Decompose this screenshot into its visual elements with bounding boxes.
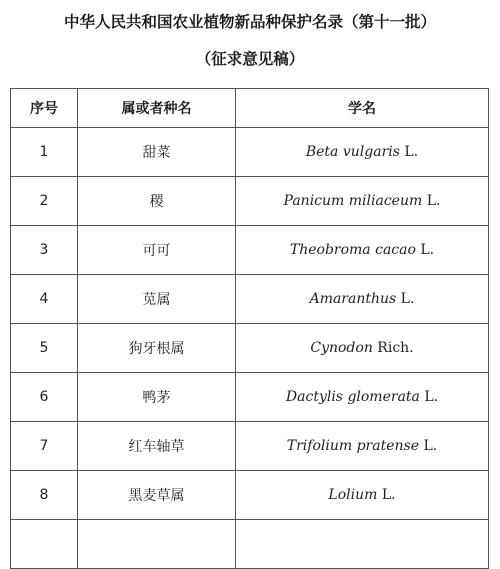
scientific-author: L.: [423, 438, 438, 454]
catalog-table: [10, 88, 489, 569]
row-number: 4: [11, 275, 78, 324]
scientific-genus: Lolium: [328, 487, 378, 503]
table-row: [11, 226, 489, 275]
scientific-genus: Theobroma cacao: [289, 242, 416, 258]
scientific-author: L.: [400, 291, 415, 307]
scientific-genus: Trifolium pratense: [286, 438, 419, 454]
header-genus-or-species: 属或者种名: [78, 89, 236, 128]
scientific-genus: Beta vulgaris: [305, 144, 400, 160]
row-scientific-name: [236, 520, 489, 569]
document-title: 中华人民共和国农业植物新品种保护名录（第十一批）: [63, 13, 436, 31]
scientific-author: Rich.: [377, 340, 414, 356]
scientific-genus: Cynodon: [310, 340, 373, 356]
scientific-author: L.: [420, 242, 435, 258]
row-name: 可可: [78, 226, 236, 275]
row-number: 6: [11, 373, 78, 422]
table-row-partial: [11, 520, 489, 569]
row-name: 鸭茅: [78, 373, 236, 422]
table-row: [11, 275, 489, 324]
scientific-author: L.: [424, 389, 439, 405]
row-number: 5: [11, 324, 78, 373]
document-subtitle: （征求意见稿）: [195, 50, 305, 68]
row-scientific-name: [236, 422, 489, 471]
header-serial-number: 序号: [11, 89, 78, 128]
row-scientific-name: [236, 177, 489, 226]
row-scientific-name: [236, 128, 489, 177]
row-name: 苋属: [78, 275, 236, 324]
table-row: [11, 373, 489, 422]
scientific-genus: Dactylis glomerata: [285, 389, 420, 405]
row-name: 甜菜: [78, 128, 236, 177]
table-row: [11, 422, 489, 471]
row-name: 红车轴草: [78, 422, 236, 471]
table-row: [11, 324, 489, 373]
table-header-row: [11, 89, 489, 128]
row-number: 2: [11, 177, 78, 226]
row-name: 稷: [78, 177, 236, 226]
row-scientific-name: [236, 275, 489, 324]
scientific-genus: Panicum miliaceum: [283, 193, 423, 209]
scientific-genus: Amaranthus: [309, 291, 397, 307]
scientific-author: L.: [426, 193, 441, 209]
row-number: 8: [11, 471, 78, 520]
row-number: 7: [11, 422, 78, 471]
row-name: 黑麦草属: [78, 471, 236, 520]
scientific-author: L.: [381, 487, 396, 503]
table-row: [11, 128, 489, 177]
table-row: [11, 177, 489, 226]
row-scientific-name: [236, 226, 489, 275]
row-number: 3: [11, 226, 78, 275]
row-number: 1: [11, 128, 78, 177]
row-scientific-name: [236, 471, 489, 520]
table-row: [11, 471, 489, 520]
header-scientific-name: 学名: [236, 89, 489, 128]
row-scientific-name: [236, 324, 489, 373]
row-number: [11, 520, 78, 569]
scientific-author: L.: [404, 144, 419, 160]
row-name: 狗牙根属: [78, 324, 236, 373]
row-name: [78, 520, 236, 569]
row-scientific-name: [236, 373, 489, 422]
